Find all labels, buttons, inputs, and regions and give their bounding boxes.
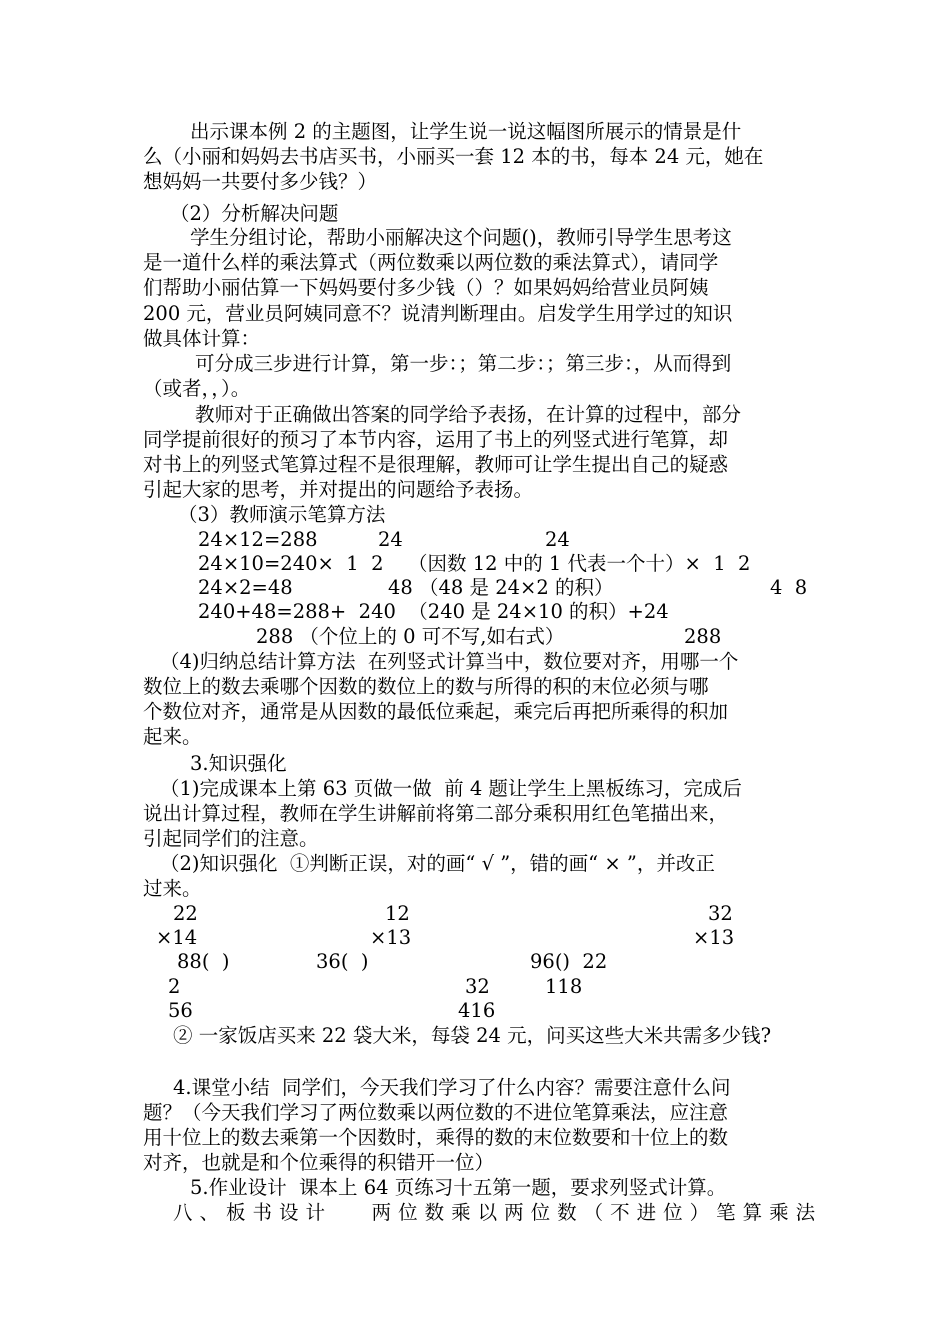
exercise-line: 88( ) <box>177 950 230 973</box>
text-line: （2）分析解决问题 <box>170 202 339 225</box>
calc-line: 4 8 <box>770 576 808 599</box>
exercise-line: 56 <box>168 999 193 1022</box>
text-line: 说出计算过程，教师在学生讲解前将第二部分乘积用红色笔描出来， <box>143 802 729 825</box>
text-line: 200 元，营业员阿姨同意不？说清判断理由。启发学生用学过的知识 <box>143 302 733 325</box>
text-line: 数位上的数去乘哪个因数的数位上的数与所得的积的末位必须与哪 <box>143 675 709 698</box>
text-line: 题？（今天我们学习了两位数乘以两位数的不进位笔算乘法，应注意 <box>143 1101 729 1124</box>
section-heading: 八、板书设计 两位数乘以两位数（不进位）笔算乘法 <box>173 1201 823 1224</box>
exercise-line: 36( ) <box>316 950 369 973</box>
text-line: 同学提前很好的预习了本节内容，运用了书上的列竖式进行笔算，却 <box>143 428 729 451</box>
text-line: 教师对于正确做出答案的同学给予表扬，在计算的过程中，部分 <box>195 403 742 426</box>
text-line: 学生分组讨论，帮助小丽解决这个问题()，教师引导学生思考这 <box>190 226 732 249</box>
text-line: 们帮助小丽估算一下妈妈要付多少钱（）？如果妈妈给营业员阿姨 <box>143 276 709 299</box>
calc-line: 48 （48 是 24×2 的积） <box>388 576 614 599</box>
text-line: 对书上的列竖式笔算过程不是很理解，教师可让学生提出自己的疑惑 <box>143 453 729 476</box>
text-line: ② 一家饭店买来 22 袋大米，每袋 24 元，问买这些大米共需多少钱? <box>173 1024 772 1047</box>
text-line: 对齐，也就是和个位乘得的积错开一位） <box>143 1151 495 1174</box>
text-line: （1)完成课本上第 63 页做一做 前 4 题让学生上黑板练习，完成后 <box>160 777 742 800</box>
calc-line: 24 <box>545 528 570 551</box>
calc-line: 24 <box>378 528 403 551</box>
text-line: 4.课堂小结 同学们，今天我们学习了什么内容？需要注意什么问 <box>173 1076 731 1099</box>
calc-line: 24×10=240× 1 2 <box>198 552 384 575</box>
exercise-line: 96() 22 <box>530 950 608 973</box>
exercise-line: 12 <box>385 902 410 925</box>
exercise-line: 22 <box>173 902 198 925</box>
text-line: 么（小丽和妈妈去书店买书，小丽买一套 12 本的书，每本 24 元，她在 <box>143 145 764 168</box>
text-line: 出示课本例 2 的主题图，让学生说一说这幅图所展示的情景是什 <box>190 120 742 143</box>
exercise-line: 416 <box>458 999 496 1022</box>
exercise-line: 2 <box>168 975 181 998</box>
text-line: 3.知识强化 <box>190 752 287 775</box>
text-line: 是一道什么样的乘法算式（两位数乘以两位数的乘法算式），请同学 <box>143 251 719 274</box>
text-line: （3）教师演示笔算方法 <box>178 503 386 526</box>
calc-line: 288 （个位上的 0 可不写,如右式） <box>256 625 565 648</box>
exercise-line: 118 <box>545 975 583 998</box>
calc-line: 24×2=48 <box>198 576 293 599</box>
calc-line: 288 <box>684 625 722 648</box>
exercise-line: ×13 <box>370 926 412 949</box>
exercise-line: ×14 <box>156 926 198 949</box>
exercise-line: 32 <box>708 902 733 925</box>
text-line: 做具体计算： <box>143 327 261 350</box>
text-line: （4)归纳总结计算方法 在列竖式计算当中，数位要对齐，用哪一个 <box>160 650 739 673</box>
text-line: 起来。 <box>143 725 202 748</box>
text-line: 引起同学们的注意。 <box>143 827 319 850</box>
calc-line: 240+48=288+ 240 （240 是 24×10 的积）+24 <box>198 600 669 623</box>
text-line: 想妈妈一共要付多少钱？） <box>143 170 378 193</box>
exercise-line: ×13 <box>693 926 735 949</box>
text-line: 引起大家的思考，并对提出的问题给予表扬。 <box>143 478 534 501</box>
text-line: 过来。 <box>143 877 202 900</box>
text-line: （2)知识强化 ①判断正误，对的画“ √ ”，错的画“ × ”，并改正 <box>160 852 715 875</box>
text-line: （或者，，）。 <box>143 377 251 400</box>
text-line: 用十位上的数去乘第一个因数时，乘得的数的末位数要和十位上的数 <box>143 1126 729 1149</box>
text-line: 5.作业设计 课本上 64 页练习十五第一题，要求列竖式计算。 <box>190 1176 727 1199</box>
calc-line: （因数 12 中的 1 代表一个十）× 1 2 <box>408 552 751 575</box>
calc-line: 24×12=288 <box>198 528 318 551</box>
text-line: 可分成三步进行计算，第一步：；第二步：；第三步：，从而得到 <box>195 352 732 375</box>
text-line: 个数位对齐，通常是从因数的最低位乘起，乘完后再把所乘得的积加 <box>143 700 729 723</box>
exercise-line: 32 <box>465 975 490 998</box>
